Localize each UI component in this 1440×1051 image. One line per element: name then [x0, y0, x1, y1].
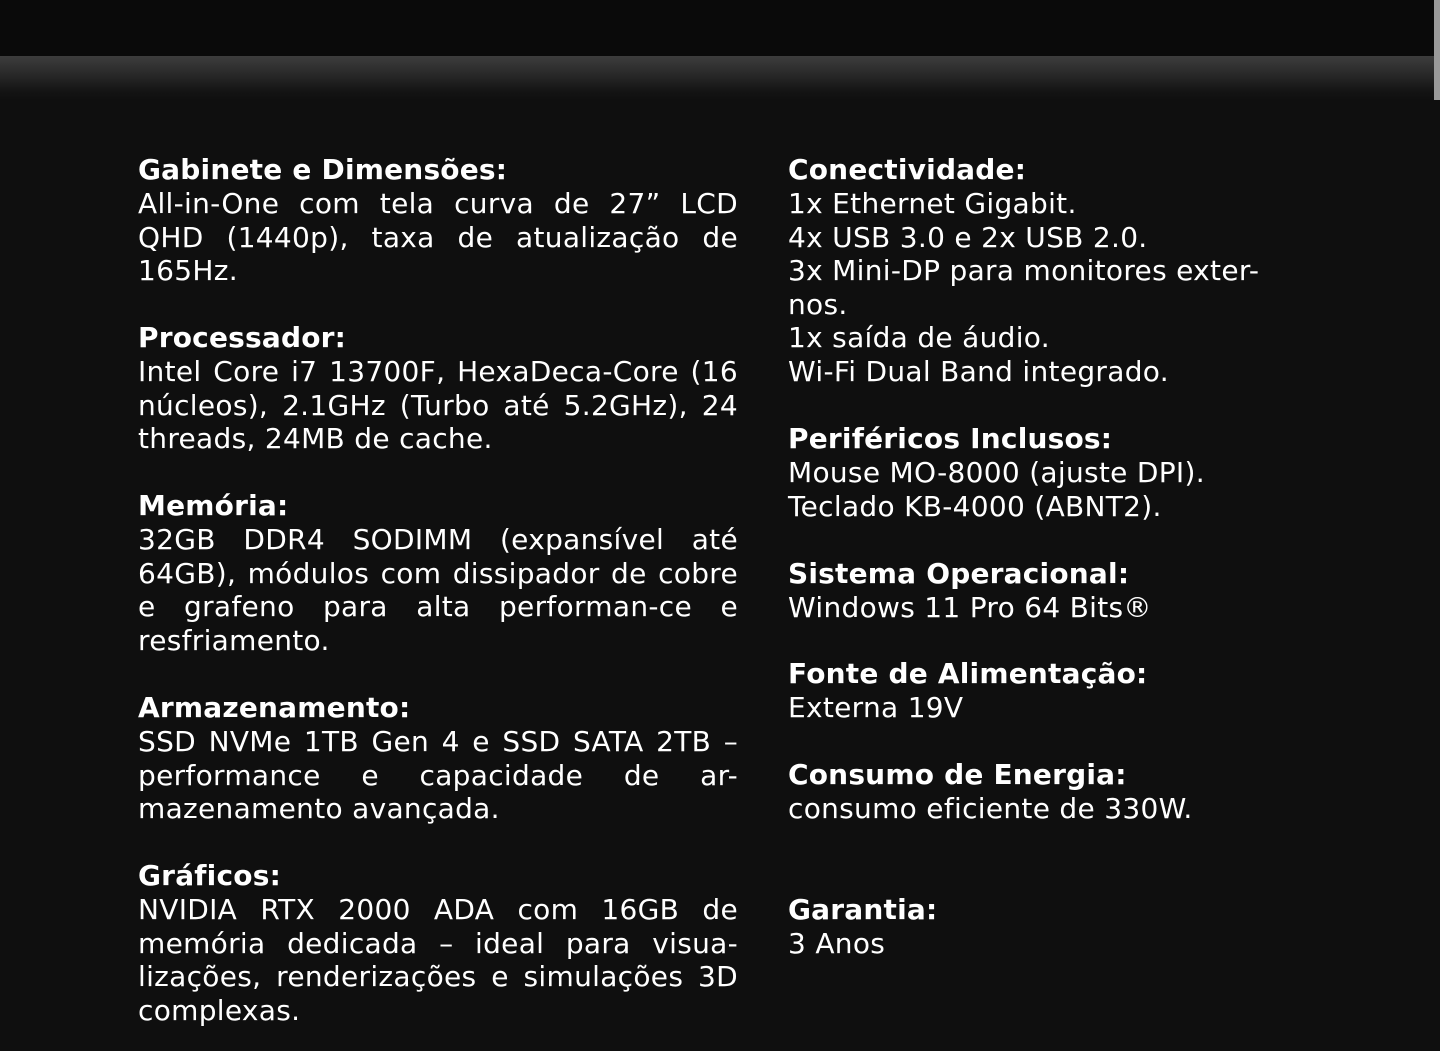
spec-consumo — [788, 758, 1348, 826]
spec-line: Mouse MO-8000 (ajuste DPI). — [788, 456, 1205, 489]
spec-title: Gráficos: — [138, 859, 281, 892]
spec-line: 1x saída de áudio. — [788, 321, 1050, 355]
spec-line: nos. — [788, 287, 848, 321]
spec-title: Conectividade: — [788, 153, 1027, 186]
spec-body — [788, 792, 1348, 826]
spec-title: Processador: — [138, 321, 347, 354]
spec-body: 32GB DDR4 SODIMM (expansível até 64GB), módulos com dissipador de cobre e grafeno para alta performan-ce e resfriamento. — [138, 523, 738, 657]
spec-perifericos — [788, 422, 1348, 523]
spec-title: Armazenamento: — [138, 691, 411, 724]
spec-line: Windows 11 Pro 64 Bits® — [788, 591, 1152, 624]
spec-gabinete — [138, 153, 738, 288]
spec-fonte — [788, 657, 1348, 725]
spec-armazenamento — [138, 691, 738, 826]
spec-body — [788, 691, 1348, 725]
spec-line: Wi-Fi Dual Band integrado. — [788, 354, 1169, 388]
spec-body — [788, 187, 1348, 389]
spec-line: Teclado KB-4000 (ABNT2). — [788, 489, 1162, 523]
spec-garantia — [788, 893, 1348, 961]
spec-processador — [138, 321, 738, 456]
spec-line: consumo eficiente de 330W. — [788, 792, 1193, 825]
spec-title: Sistema Operacional: — [788, 557, 1130, 590]
spec-body: NVIDIA RTX 2000 ADA com 16GB de memória dedicada – ideal para visua-lizações, renderizações e simulações 3D complexas. — [138, 893, 738, 1027]
spec-body: Intel Core i7 13700F, HexaDeca-Core (16 núcleos), 2.1GHz (Turbo até 5.2GHz), 24 threads, 24MB de cache. — [138, 355, 738, 456]
spec-line: 1x Ethernet Gigabit. — [788, 187, 1077, 220]
top-bar — [0, 0, 1434, 56]
spec-sistema — [788, 557, 1348, 625]
spec-title: Consumo de Energia: — [788, 758, 1127, 791]
spec-title: Gabinete e Dimensões: — [138, 153, 508, 186]
spec-graficos — [138, 859, 738, 1027]
spec-body — [788, 927, 1348, 961]
spec-title: Fonte de Alimentação: — [788, 657, 1148, 690]
spec-conectividade — [788, 153, 1348, 389]
spec-title: Periféricos Inclusos: — [788, 422, 1113, 455]
spec-line: Externa 19V — [788, 691, 964, 724]
spec-body: SSD NVMe 1TB Gen 4 e SSD SATA 2TB – performance e capacidade de ar-mazenamento avançada. — [138, 725, 738, 826]
spec-line: 3x Mini-DP para monitores exter- — [788, 254, 1260, 288]
spec-title: Garantia: — [788, 893, 938, 926]
spec-body — [788, 591, 1348, 625]
spec-line: 3 Anos — [788, 927, 886, 960]
header-shadow — [0, 56, 1440, 100]
spec-memoria — [138, 489, 738, 657]
scrollbar-edge — [1434, 0, 1440, 100]
spec-body — [788, 456, 1348, 523]
spec-body: All-in-One com tela curva de 27” LCD QHD (1440p), taxa de atualização de 165Hz. — [138, 187, 738, 288]
spec-title: Memória: — [138, 489, 289, 522]
spec-line: 4x USB 3.0 e 2x USB 2.0. — [788, 220, 1148, 254]
